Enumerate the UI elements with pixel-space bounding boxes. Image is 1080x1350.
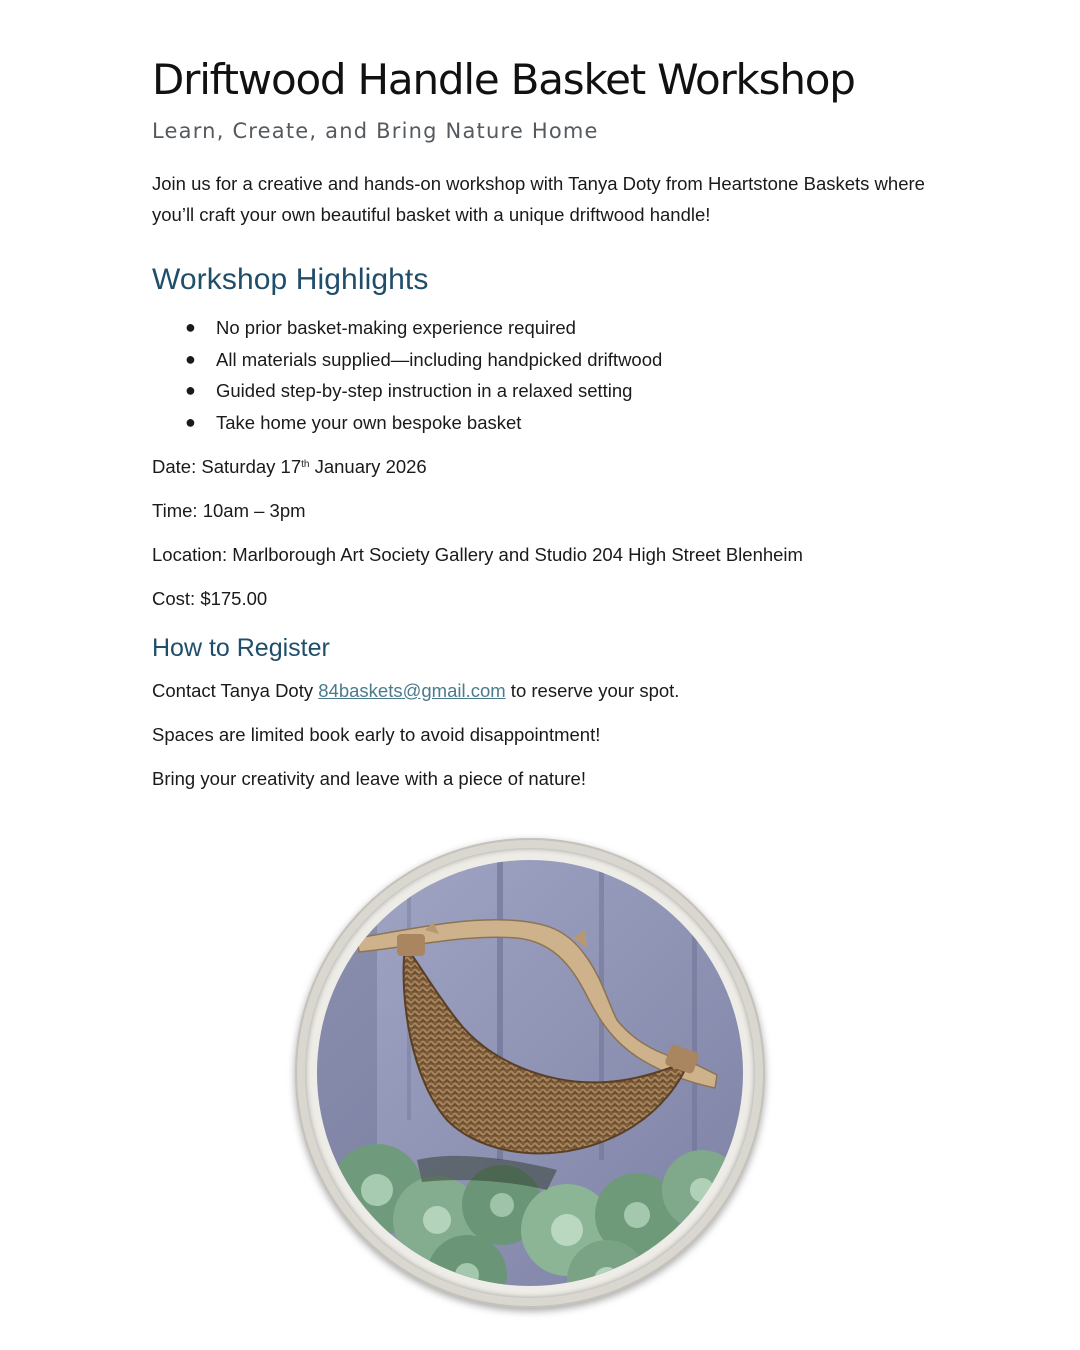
wall-board-shadow <box>692 860 697 1160</box>
contact-line <box>152 678 952 704</box>
closing-line: Bring your creativity and leave with a piece of nature! <box>152 768 586 789</box>
contact-prefix: Contact Tanya Doty <box>152 680 319 701</box>
basket-photo <box>317 860 743 1286</box>
bullet-icon: ● <box>185 317 196 337</box>
bullet-icon: ● <box>185 380 196 400</box>
list-item <box>185 407 952 439</box>
list-item-label: No prior basket-making experience required <box>216 317 576 338</box>
spaces-note: Spaces are limited book early to avoid disappointment! <box>152 724 601 745</box>
page-title: Driftwood Handle Basket Workshop <box>152 55 855 104</box>
highlights-list <box>152 312 952 438</box>
email-link[interactable]: 84baskets@gmail.com <box>318 680 506 701</box>
basket-photo-frame <box>295 838 765 1308</box>
list-item <box>185 375 952 407</box>
contact-suffix: to reserve your spot. <box>505 680 680 701</box>
date-suffix: January 2026 <box>309 456 427 477</box>
basket-wrap <box>397 934 425 956</box>
register-heading: How to Register <box>152 634 330 662</box>
dark-shadow <box>317 860 377 1286</box>
cost-line: Cost: $175.00 <box>152 588 268 609</box>
list-item <box>185 344 952 376</box>
page-subtitle: Learn, Create, and Bring Nature Home <box>152 119 599 143</box>
list-item-label: All materials supplied—including handpicked driftwood <box>216 348 663 370</box>
intro-paragraph: Join us for a creative and hands-on workshop with Tanya Doty from Heartstone Baskets where you’ll craft your own beautiful basket with a unique driftwood handle! <box>152 173 925 225</box>
bullet-icon: ● <box>185 348 196 369</box>
date-line <box>152 454 952 480</box>
document-page <box>152 52 952 792</box>
location-line: Location: Marlborough Art Society Gallery and Studio 204 High Street Blenheim <box>152 544 803 565</box>
list-item-label: Take home your own bespoke basket <box>216 411 522 433</box>
bullet-icon: ● <box>185 411 196 432</box>
date-prefix: Date: Saturday 17 <box>152 456 302 477</box>
list-item-label: Guided step-by-step instruction in a relaxed setting <box>216 380 633 401</box>
highlights-heading: Workshop Highlights <box>152 263 429 296</box>
date-ordinal: th <box>301 459 310 470</box>
time-line: Time: 10am – 3pm <box>152 500 306 521</box>
list-item <box>185 312 952 344</box>
